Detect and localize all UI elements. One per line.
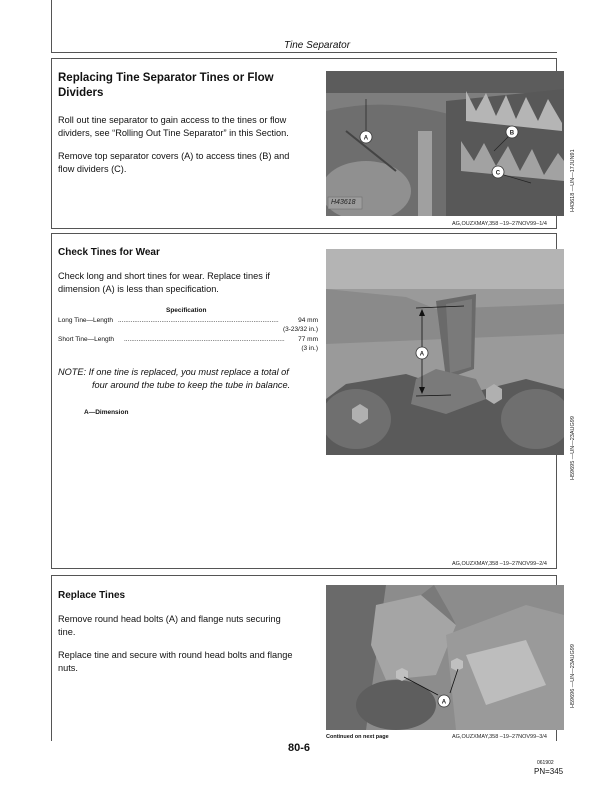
section2-top-rule — [51, 233, 557, 234]
section1-photo-label: H43618 — [331, 199, 356, 206]
section2-callout-a-label: A — [419, 351, 425, 358]
section2-note — [58, 366, 290, 391]
section3-para2-line1: Replace tine and secure with round head bolts and flange — [58, 650, 293, 660]
page-left-rule — [51, 0, 52, 52]
section1-top-rule — [51, 58, 557, 59]
spec-row-short-value: 77 mm — [298, 336, 318, 343]
header-rule — [51, 52, 557, 53]
section3-callout-a-label: A — [441, 699, 447, 706]
section1-para2-line2: flow dividers (C). — [58, 163, 127, 174]
pn-label: PN=345 — [534, 767, 564, 776]
section2-para-line1: Check long and short tines for wear. Replace tines if — [58, 271, 270, 281]
section1-para2-line1: Remove top separator covers (A) to access tines (B) and — [58, 151, 290, 161]
spec-row-long: Long Tine—Length ......................................................................................... 94 mm — [58, 317, 318, 324]
section3-title: Replace Tines — [58, 590, 126, 601]
section-header: Tine Separator — [284, 40, 351, 51]
section1-bottom-rule — [51, 228, 557, 229]
section3-top-rule — [51, 575, 557, 576]
spec-row-short-imperial-value: (3 in.) — [301, 345, 318, 352]
spec-row-short-label: Short Tine—Length — [58, 336, 115, 343]
section2-note-line2: four around the tube to keep the tube in balance. — [92, 379, 291, 390]
section2-para-line2: dimension (A) is less than specification. — [58, 283, 219, 294]
section1-para1-line1: Roll out tine separator to gain access to the tines or flow — [58, 115, 287, 125]
spec-row-long-label: Long Tine—Length — [58, 317, 113, 324]
page-number: 80-6 — [288, 742, 311, 754]
section3-para1-line2: tine. — [58, 626, 76, 637]
section1-callout-b-label: B — [509, 130, 515, 137]
section1-title-line1: Replacing Tine Separator Tines or Flow — [58, 72, 274, 84]
section2-bottom-rule — [51, 568, 557, 569]
section1-para1-line2: dividers, see “Rolling Out Tine Separator” in this Section. — [58, 127, 289, 138]
spec-row-long-value: 94 mm — [298, 317, 318, 324]
section3-photo — [326, 585, 564, 730]
section1-title-line2: Dividers — [58, 87, 104, 99]
spec-heading: Specification — [166, 307, 207, 314]
section1-para2 — [58, 150, 289, 175]
section1-callout-c-label: C — [495, 170, 501, 177]
section3-photo-code: H59696 —UN—23AUG99 — [570, 644, 576, 708]
spec-row-short: Short Tine—Length ......................................................................................... 77 mm — [58, 336, 318, 343]
section2-para — [58, 270, 270, 295]
section3-para1 — [58, 613, 281, 638]
section2-photo — [326, 249, 564, 455]
section1-photo — [326, 71, 564, 216]
section2-note-line1: NOTE: If one tine is replaced, you must replace a total of — [58, 367, 289, 377]
section1-para1 — [58, 114, 289, 139]
section2-photo-code: H59695 —UN—23AUG99 — [570, 416, 576, 480]
section1-callout-a-label: A — [363, 135, 369, 142]
section3-para2 — [58, 649, 292, 674]
section3-para1-line1: Remove round head bolts (A) and flange nuts securing — [58, 614, 281, 624]
section3-para2-line2: nuts. — [58, 662, 78, 673]
continued-label: Continued on next page — [326, 734, 389, 740]
section2-title: Check Tines for Wear — [58, 247, 160, 258]
section1-footer-code: AG,OUZXMAY,358 –19–27NOV99–1/4 — [452, 221, 547, 227]
date-code: 061902 — [537, 760, 554, 766]
spec-row-long-imperial-value: (3-23/32 in.) — [282, 326, 318, 333]
section1-title — [58, 71, 274, 101]
section2-footer-code: AG,OUZXMAY,358 –19–27NOV99–2/4 — [452, 561, 547, 567]
section1-photo-code: H43618 —UN—17JUN91 — [570, 149, 576, 212]
section2-legend: A—Dimension — [84, 409, 129, 416]
section3-footer-code: AG,OUZXMAY,358 –19–27NOV99–3/4 — [452, 734, 547, 740]
